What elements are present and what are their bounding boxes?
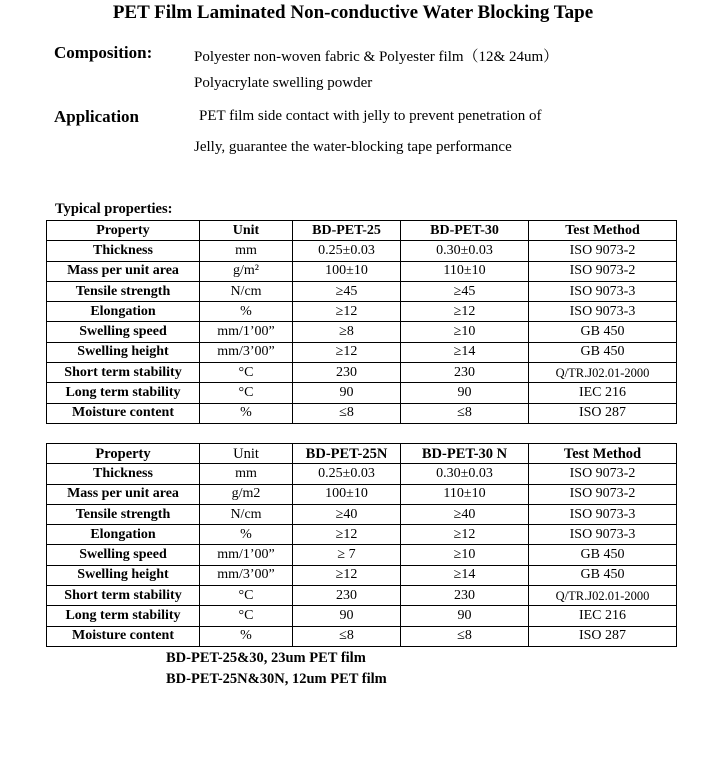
cell-property: Swelling speed (47, 545, 200, 565)
cell-grade-a: ≤8 (293, 626, 401, 646)
cell-grade-a: 230 (293, 586, 401, 606)
cell-unit: % (200, 626, 293, 646)
cell-test-method: GB 450 (529, 565, 677, 585)
cell-unit: g/m2 (200, 484, 293, 504)
cell-property: Tensile strength (47, 504, 200, 524)
cell-test-method: ISO 9073-3 (529, 525, 677, 545)
cell-grade-a: ≥ 7 (293, 545, 401, 565)
cell-test-method: Q/TR.J02.01-2000 (529, 363, 677, 383)
table-row (47, 241, 677, 261)
cell-grade-a: 0.25±0.03 (293, 464, 401, 484)
cell-grade-b: 90 (401, 606, 529, 626)
table-row (47, 464, 677, 484)
cell-unit: mm/1’00” (200, 545, 293, 565)
application-line-2: Jelly, guarantee the water-blocking tape performance (194, 139, 512, 155)
table-header-row (47, 444, 677, 464)
cell-test-method: ISO 9073-2 (529, 261, 677, 281)
cell-grade-b: ≤8 (401, 626, 529, 646)
table-row (47, 281, 677, 301)
header-grade-a: BD-PET-25 (293, 221, 401, 241)
cell-grade-b: ≥14 (401, 342, 529, 362)
cell-grade-a: ≥12 (293, 342, 401, 362)
cell-grade-b: ≤8 (401, 403, 529, 423)
cell-grade-b: ≥45 (401, 281, 529, 301)
cell-test-method: IEC 216 (529, 383, 677, 403)
cell-test-method: ISO 9073-2 (529, 464, 677, 484)
cell-grade-a: 100±10 (293, 261, 401, 281)
cell-unit: mm/3’00” (200, 342, 293, 362)
cell-grade-b: 230 (401, 363, 529, 383)
cell-unit: % (200, 302, 293, 322)
cell-test-method: ISO 9073-2 (529, 241, 677, 261)
cell-property: Thickness (47, 464, 200, 484)
cell-grade-a: ≥12 (293, 525, 401, 545)
cell-unit: °C (200, 586, 293, 606)
cell-property: Swelling height (47, 565, 200, 585)
cell-grade-b: 90 (401, 383, 529, 403)
application-line-1: PET film side contact with jelly to prevent penetration of (199, 108, 542, 124)
cell-grade-b: 110±10 (401, 484, 529, 504)
cell-grade-b: ≥10 (401, 322, 529, 342)
table-row (47, 342, 677, 362)
cell-grade-b: ≥12 (401, 302, 529, 322)
table-row (47, 363, 677, 383)
cell-unit: N/cm (200, 281, 293, 301)
header-unit: Unit (200, 221, 293, 241)
cell-property: Moisture content (47, 403, 200, 423)
cell-grade-b: ≥40 (401, 504, 529, 524)
cell-property: Mass per unit area (47, 484, 200, 504)
cell-grade-a: ≥8 (293, 322, 401, 342)
cell-grade-a: ≤8 (293, 403, 401, 423)
table-row (47, 626, 677, 646)
table-row (47, 403, 677, 423)
cell-grade-a: 0.25±0.03 (293, 241, 401, 261)
cell-grade-a: ≥12 (293, 302, 401, 322)
typical-properties-label: Typical properties: (55, 201, 173, 217)
table-row (47, 484, 677, 504)
cell-test-method: GB 450 (529, 342, 677, 362)
composition-label: Composition: (54, 43, 153, 62)
header-test-method: Test Method (529, 444, 677, 464)
cell-unit: % (200, 403, 293, 423)
properties-table-2 (46, 443, 677, 647)
header-property: Property (47, 221, 200, 241)
cell-unit: °C (200, 606, 293, 626)
cell-property: Mass per unit area (47, 261, 200, 281)
cell-grade-a: 100±10 (293, 484, 401, 504)
header-test-method: Test Method (529, 221, 677, 241)
cell-test-method: GB 450 (529, 322, 677, 342)
application-label: Application (54, 107, 140, 126)
cell-property: Short term stability (47, 586, 200, 606)
cell-unit: mm/3’00” (200, 565, 293, 585)
page-title: PET Film Laminated Non-conductive Water Blocking Tape (112, 2, 594, 23)
cell-test-method: ISO 9073-3 (529, 504, 677, 524)
cell-property: Long term stability (47, 383, 200, 403)
cell-property: Swelling speed (47, 322, 200, 342)
cell-test-method: Q/TR.J02.01-2000 (529, 586, 677, 606)
cell-grade-a: 230 (293, 363, 401, 383)
table-row (47, 302, 677, 322)
cell-grade-a: ≥12 (293, 565, 401, 585)
cell-test-method: IEC 216 (529, 606, 677, 626)
cell-unit: N/cm (200, 504, 293, 524)
cell-unit: °C (200, 363, 293, 383)
table-row (47, 383, 677, 403)
table-row (47, 586, 677, 606)
properties-table-1 (46, 220, 677, 424)
cell-unit: % (200, 525, 293, 545)
composition-line-2: Polyacrylate swelling powder (194, 75, 373, 91)
table-row (47, 504, 677, 524)
table-row (47, 606, 677, 626)
cell-test-method: ISO 287 (529, 626, 677, 646)
cell-grade-b: 0.30±0.03 (401, 241, 529, 261)
cell-grade-a: ≥45 (293, 281, 401, 301)
cell-unit: mm (200, 241, 293, 261)
cell-grade-a: 90 (293, 383, 401, 403)
header-unit: Unit (200, 444, 293, 464)
note-line-2: BD-PET-25N&30N, 12um PET film (166, 671, 387, 687)
table-row (47, 545, 677, 565)
header-property: Property (47, 444, 200, 464)
table-row (47, 322, 677, 342)
cell-property: Elongation (47, 302, 200, 322)
cell-property: Moisture content (47, 626, 200, 646)
cell-test-method: GB 450 (529, 545, 677, 565)
composition-line-1: Polyester non-woven fabric & Polyester film（12& 24um） (194, 49, 559, 65)
cell-property: Long term stability (47, 606, 200, 626)
cell-grade-b: 230 (401, 586, 529, 606)
cell-unit: mm/1’00” (200, 322, 293, 342)
cell-unit: mm (200, 464, 293, 484)
cell-property: Tensile strength (47, 281, 200, 301)
table-row (47, 565, 677, 585)
cell-grade-b: 110±10 (401, 261, 529, 281)
cell-test-method: ISO 9073-2 (529, 484, 677, 504)
cell-property: Short term stability (47, 363, 200, 383)
cell-grade-a: 90 (293, 606, 401, 626)
table-header-row (47, 221, 677, 241)
cell-grade-a: ≥40 (293, 504, 401, 524)
cell-unit: °C (200, 383, 293, 403)
cell-test-method: ISO 9073-3 (529, 302, 677, 322)
header-grade-b: BD-PET-30 (401, 221, 529, 241)
table-row (47, 261, 677, 281)
cell-property: Thickness (47, 241, 200, 261)
cell-property: Swelling height (47, 342, 200, 362)
table-row (47, 525, 677, 545)
header-grade-b: BD-PET-30 N (401, 444, 529, 464)
cell-property: Elongation (47, 525, 200, 545)
cell-grade-b: ≥12 (401, 525, 529, 545)
cell-test-method: ISO 9073-3 (529, 281, 677, 301)
note-line-1: BD-PET-25&30, 23um PET film (166, 650, 366, 666)
cell-test-method: ISO 287 (529, 403, 677, 423)
cell-grade-b: ≥14 (401, 565, 529, 585)
cell-grade-b: 0.30±0.03 (401, 464, 529, 484)
header-grade-a: BD-PET-25N (293, 444, 401, 464)
cell-unit: g/m² (200, 261, 293, 281)
cell-grade-b: ≥10 (401, 545, 529, 565)
